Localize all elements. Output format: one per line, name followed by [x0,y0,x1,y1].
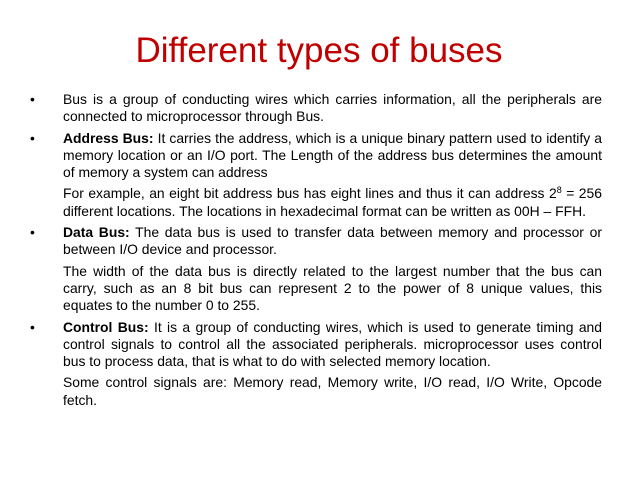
bullet-bus [30,91,602,126]
example-exponent: 8 [556,185,562,196]
bullet-marker: • [30,224,35,241]
bullet-data-bus [30,224,602,259]
control-bus-description: It is a group of conducting wires, which is used to generate timing and control signals to control all the associated peripherals. microprocessor uses control bus to process data, that is what to do with selected memory location. [63,318,602,370]
bullet-text [63,224,602,259]
data-bus-width-paragraph: The width of the data bus is directly related to the largest number that the bus can carry, such as an 8 bit bus can represent 2 to the power of 8 unique values, this equates to the number 0 to 255. [63,262,602,314]
bullet-marker: • [30,91,35,107]
example-text-part2: = 256 different locations. The locations in hexadecimal format can be written as 00H – FFH. [63,185,602,219]
address-bus-example [30,185,602,220]
bullet-text: Bus is a group of conducting wires which carries information, all the peripherals are connected to microprocessor through Bus. [63,91,602,125]
bullet-marker: • [30,129,35,146]
address-bus-heading: Address Bus: [63,129,154,146]
example-text-part1: For example, an eight bit address bus has eight lines and thus it can address 2 [63,185,557,202]
data-bus-description: The data bus is used to transfer data between memory and processor or between I/O device and processor. [63,224,602,258]
bullet-control-bus [30,319,602,371]
bullet-text [63,319,602,371]
slide-content [30,91,602,413]
data-bus-heading: Data Bus: [63,224,130,241]
bullet-marker: • [30,318,35,335]
control-signals-paragraph: Some control signals are: Memory read, Memory write, I/O read, I/O Write, Opcode fetch. [63,374,602,408]
address-bus-description: It carries the address, which is a unique binary pattern used to identify a memory location or an I/O port. The Length of the address bus determines the amount of memory a system can address [63,129,602,181]
control-bus-heading: Control Bus: [63,318,149,335]
bullet-address-bus [30,130,602,182]
slide-title: Different types of buses [135,31,503,70]
bullet-text [63,130,602,182]
